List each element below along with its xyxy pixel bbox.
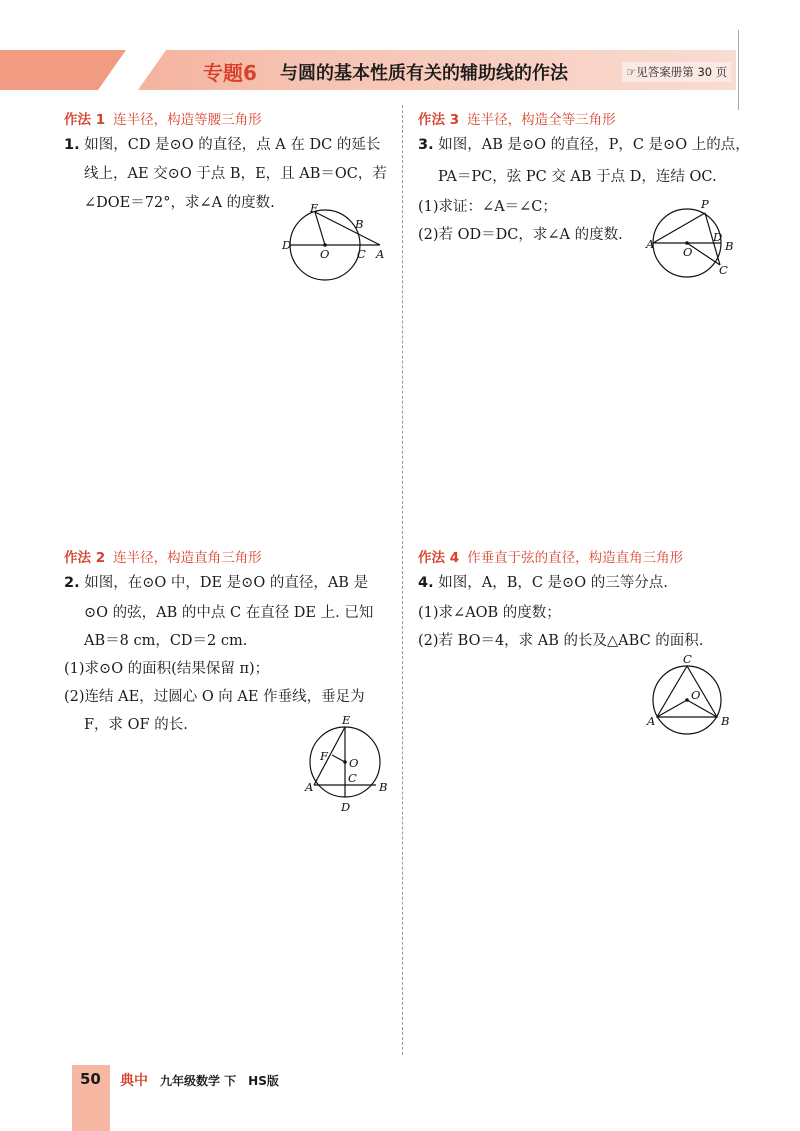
problem-1-line-3: ∠DOE＝72°，求∠A 的度数.: [84, 195, 275, 211]
label-C: C: [348, 771, 357, 785]
label-C: C: [683, 652, 692, 666]
label-A: A: [647, 714, 656, 728]
method-tag: 作法 3: [418, 112, 460, 128]
problem-4-line-1: [418, 576, 668, 591]
problem-1-line-1: [64, 138, 380, 153]
problem-text: 如图，A，B，C 是⊙O 的三等分点.: [438, 575, 668, 591]
label-O: O: [320, 247, 330, 261]
label-A: A: [646, 237, 655, 251]
problem-text: 如图，CD 是⊙O 的直径，点 A 在 DC 的延长: [84, 137, 381, 153]
page-edge-line: [738, 30, 739, 110]
label-D: D: [282, 238, 292, 252]
method-tag: 作法 1: [64, 112, 106, 128]
problem-1-line-2: 线上，AE 交⊙O 于点 B，E，且 AB＝OC，若: [84, 166, 387, 182]
label-O: O: [691, 688, 701, 702]
page-number: 50: [80, 1070, 101, 1088]
problem-2-line-2: ⊙O 的弦，AB 的中点 C 在直径 DE 上. 已知: [84, 605, 374, 621]
problem-4-line-2: (1)求∠AOB 的度数；: [418, 605, 561, 621]
problem-text: 如图，AB 是⊙O 的直径，P，C 是⊙O 上的点，: [438, 137, 750, 153]
label-A: A: [305, 780, 314, 794]
label-B: B: [379, 780, 388, 794]
problem-3-line-4: (2)若 OD＝DC，求∠A 的度数.: [418, 227, 623, 243]
problem-2-line-3: AB＝8 cm，CD＝2 cm.: [84, 633, 248, 649]
label-E: E: [342, 713, 351, 727]
problem-4-line-3: (2)若 BO＝4，求 AB 的长及△ABC 的面积.: [418, 633, 704, 649]
label-C: C: [357, 247, 366, 261]
figure-problem-1: [280, 200, 390, 290]
label-C: C: [719, 263, 728, 277]
method-2-heading: [64, 546, 262, 566]
problem-text: 如图，在⊙O 中，DE 是⊙O 的直径，AB 是: [84, 575, 369, 591]
method-1-heading: [64, 108, 262, 128]
problem-number: 3.: [418, 137, 434, 153]
brand-logo: 典中: [120, 1073, 148, 1089]
label-B: B: [721, 714, 730, 728]
problem-2-line-1: [64, 576, 368, 591]
figure-problem-2: [300, 712, 395, 817]
method-tag: 作法 4: [418, 550, 460, 566]
label-B: B: [355, 217, 364, 231]
column-divider: [402, 105, 403, 1055]
topic-number: 专题6: [203, 61, 257, 85]
method-3-heading: [418, 108, 616, 128]
label-P: P: [701, 197, 709, 211]
problem-number: 1.: [64, 137, 80, 153]
label-A: A: [376, 247, 385, 261]
method-text: 连半径，构造等腰三角形: [113, 112, 262, 128]
problem-2-line-6: F，求 OF 的长.: [84, 717, 188, 733]
label-F: F: [320, 749, 328, 763]
figure-problem-4: [645, 652, 740, 750]
figure-problem-3: [645, 198, 740, 283]
method-text: 连半径，构造全等三角形: [467, 112, 616, 128]
method-text: 连半径，构造直角三角形: [113, 550, 262, 566]
problem-2-line-4: (1)求⊙O 的面积(结果保留 π)；: [64, 661, 270, 677]
problem-3-line-2: PA＝PC，弦 PC 交 AB 于点 D，连结 OC.: [438, 169, 717, 185]
method-text: 作垂直于弦的直径，构造直角三角形: [467, 550, 684, 566]
label-E: E: [310, 201, 319, 215]
label-O: O: [683, 245, 693, 259]
method-4-heading: [418, 546, 683, 566]
label-O: O: [349, 756, 359, 770]
topic-title: 与圆的基本性质有关的辅助线的作法: [280, 63, 568, 84]
problem-3-line-1: [418, 138, 750, 153]
book-title: 九年级数学 下 HS版: [160, 1074, 279, 1088]
problem-number: 4.: [418, 575, 434, 591]
label-D: D: [341, 800, 351, 814]
problem-2-line-5: (2)连结 AE，过圆心 O 向 AE 作垂线，垂足为: [64, 689, 365, 705]
method-tag: 作法 2: [64, 550, 106, 566]
label-B: B: [725, 239, 734, 253]
problem-number: 2.: [64, 575, 80, 591]
answer-reference: ☞见答案册第 30 页: [622, 62, 731, 82]
problem-3-line-3: (1)求证：∠A＝∠C；: [418, 199, 557, 215]
label-D: D: [713, 230, 723, 244]
